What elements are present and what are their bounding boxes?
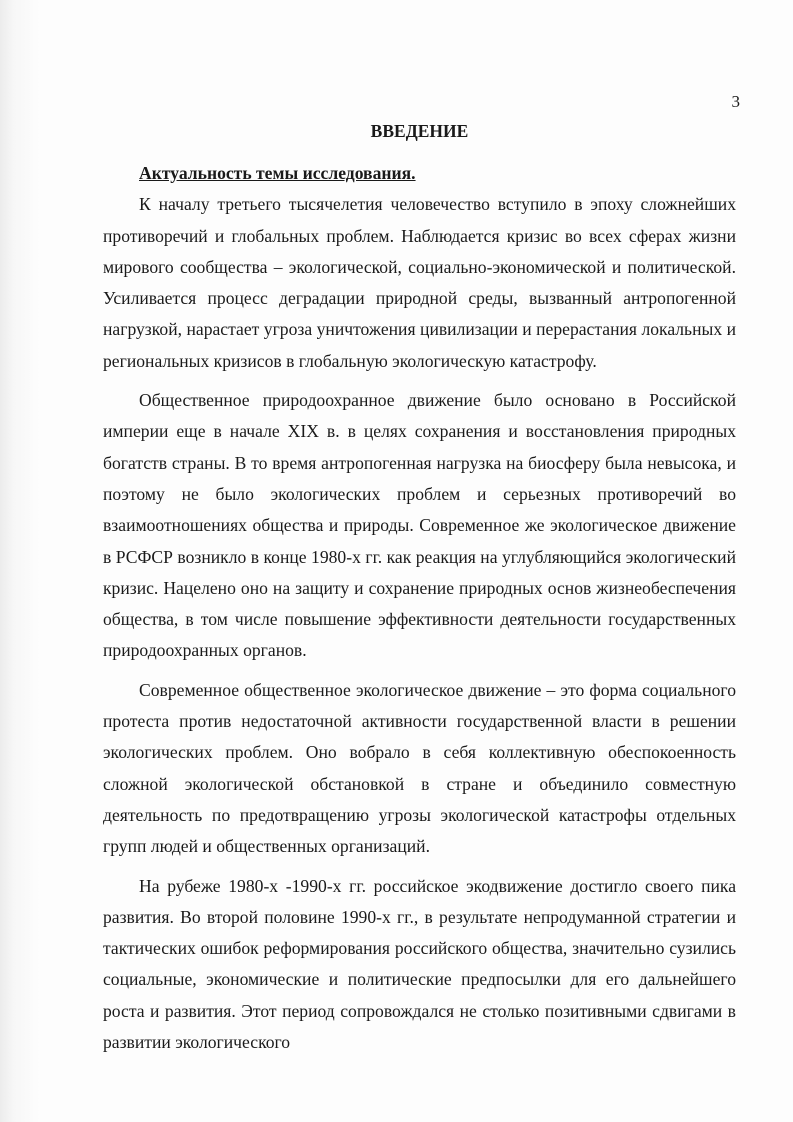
paragraph: К началу третьего тысячелетия человечество вступило в эпоху сложнейших противоречий и глобальных проблем. Наблюдается кризис во всех сферах жизни мирового сообщества – экологической, социально-экономической и политической. Усиливается процесс деградации природной среды, вызванный антропогенной нагрузкой, нарастает угроза уничтожения цивилизации и перерастания локальных и региональных кризисов в глобальную экологическую катастрофу. xyxy=(103,194,736,371)
paragraph: Современное общественное экологическое движение – это форма социального протеста против недостаточной активности государственной власти в решении экологических проблем. Оно вобрало в себя коллективную обеспокоенность сложной экологической обстановкой в стране и объединило совместную деятельность по предотвращению угрозы экологической катастрофы отдельных групп людей и общественных организаций. xyxy=(103,679,736,857)
section-title: ВВЕДЕНИЕ xyxy=(370,121,469,141)
body-text xyxy=(103,158,736,1058)
paragraph: Общественное природоохранное движение было основано в Российской империи еще в начале XIX в. в целях сохранения и восстановления природных богатств страны. В то время антропогенная нагрузка на биосферу была невысока, и поэтому не было экологических проблем и серьезных противоречий во взаимоотношениях общества и природы. Современное же экологическое движение в РСФСР возникло в конце 1980-х гг. как реакция на углубляющийся экологический кризис. Нацелено оно на защиту и сохранение природных основ жизнеобеспечения общества, в том числе повышение эффективности деятельности государственных природоохранных органов. xyxy=(103,390,736,661)
subheading: Актуальность темы исследования. xyxy=(139,163,416,183)
scan-edge-shadow xyxy=(0,0,40,1122)
paragraph: На рубеже 1980-х -1990-х гг. российское экодвижение достигло своего пика развития. Во второй половине 1990-х гг., в результате непродуманной стратегии и тактических ошибок реформирования российского общества, значительно сузились социальные, экономические и политические предпосылки для его дальнейшего роста и развития. Этот период сопровождался не столько позитивными сдвигами в развитии экологического xyxy=(103,875,736,1053)
page-number: 3 xyxy=(731,92,740,111)
